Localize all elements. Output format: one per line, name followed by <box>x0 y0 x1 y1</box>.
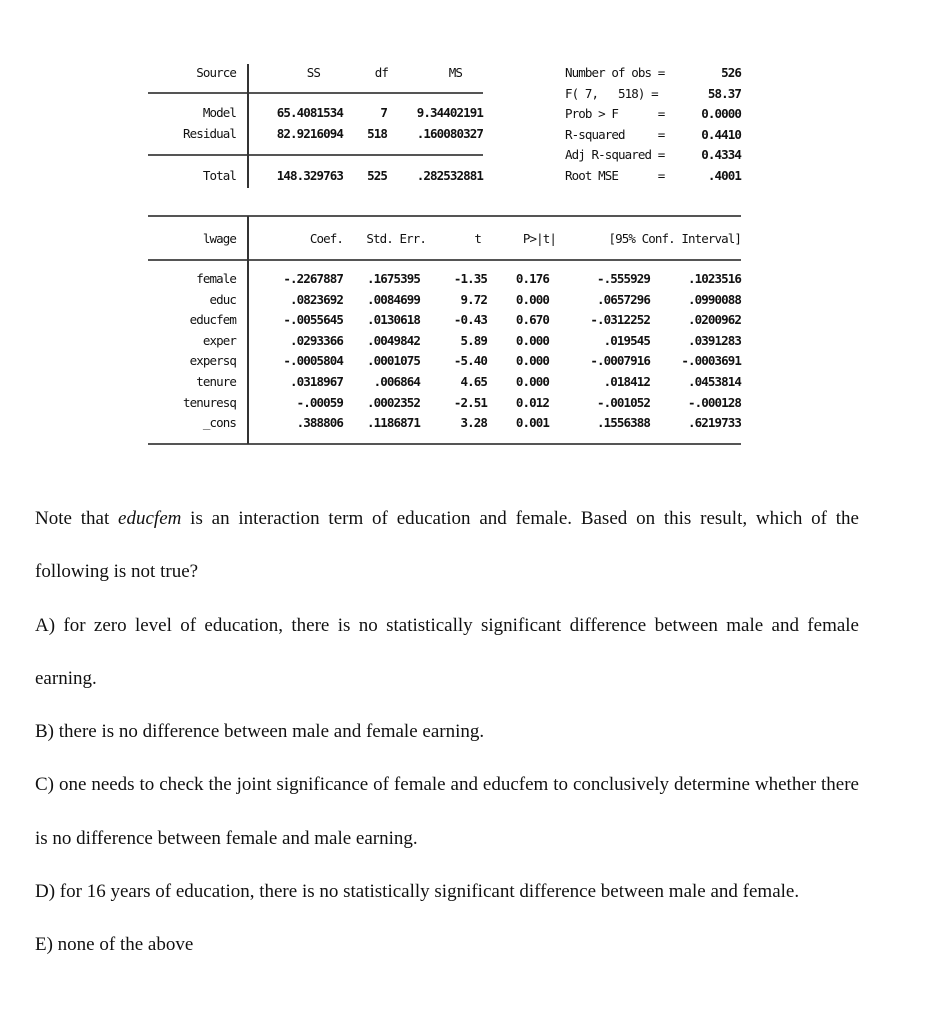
stat-label: F( 7, 518) = <box>565 85 658 101</box>
option-b: B) there is no difference between male and female earning. <box>35 721 485 743</box>
option-d: D) for 16 years of education, there is no statistically significant difference between male and female. <box>35 881 800 903</box>
coef-cell: .0293366 <box>289 332 343 348</box>
coef-header: Std. Err. <box>366 231 426 246</box>
anova-header: SS <box>306 65 320 80</box>
variable-name: _cons <box>202 415 236 431</box>
coef-cell: -0.43 <box>453 312 487 328</box>
coef-cell: .388806 <box>296 415 343 431</box>
coef-header: [95% Conf. Interval] <box>608 231 741 246</box>
stat-label: Adj R-squared = <box>565 147 665 163</box>
coef-cell: .0657296 <box>596 291 650 307</box>
note-pre: Note that <box>35 508 119 529</box>
stat-value: 58.37 <box>707 85 741 101</box>
column-divider <box>247 64 249 188</box>
note-variable: educfem <box>118 508 182 529</box>
coef-cell: 0.000 <box>515 374 549 389</box>
coef-cell: 0.012 <box>515 394 549 410</box>
row-label: Total <box>202 168 236 183</box>
variable-name: exper <box>202 332 236 348</box>
stat-label: Number of obs = <box>565 65 665 80</box>
stat-value: 526 <box>721 65 741 80</box>
coef-cell: 0.000 <box>515 291 549 307</box>
coef-cell: 0.001 <box>515 415 549 431</box>
anova-header: MS <box>448 65 462 80</box>
anova-cell: .160080327 <box>416 126 483 141</box>
anova-cell: 148.329763 <box>276 168 343 183</box>
coef-cell: .0318967 <box>289 374 343 389</box>
variable-name: tenure <box>196 374 236 389</box>
coef-cell: .0002352 <box>366 394 420 410</box>
stat-value: .4001 <box>707 168 741 183</box>
coef-header: P>|t| <box>522 231 556 246</box>
coef-cell: .6219733 <box>687 415 741 431</box>
coef-cell: -.0055645 <box>283 312 343 328</box>
coef-cell: -.0312252 <box>590 312 650 328</box>
variable-name: tenuresq <box>182 394 236 410</box>
stat-value: 0.4334 <box>701 147 741 163</box>
option-c: C) one needs to check the joint significance of female and educfem to conclusively determine whether there is no difference between female and male earning. <box>35 774 859 849</box>
coef-cell: .0990088 <box>687 291 741 307</box>
coef-cell: .0453814 <box>687 374 741 389</box>
option-a: A) for zero level of education, there is no statistically significant difference between male and female earning. <box>35 614 859 689</box>
anova-cell: 82.9216094 <box>276 126 343 141</box>
coef-cell: -2.51 <box>453 394 487 410</box>
coef-cell: 9.72 <box>460 291 487 307</box>
coef-cell: .0001075 <box>366 353 420 369</box>
coef-cell: .1556388 <box>596 415 650 431</box>
coef-cell: -.000128 <box>687 394 741 410</box>
anova-cell: 525 <box>367 168 387 183</box>
coef-cell: .0391283 <box>687 332 741 348</box>
stat-label: Root MSE = <box>565 168 665 183</box>
anova-header: Source <box>196 65 236 80</box>
variable-name: educfem <box>189 312 236 328</box>
anova-cell: 7 <box>380 105 387 120</box>
anova-cell: 65.4081534 <box>276 105 343 120</box>
question-text <box>35 492 859 972</box>
coef-cell: -.2267887 <box>283 271 343 286</box>
variable-name: female <box>196 271 236 286</box>
coef-cell: 0.670 <box>515 312 549 328</box>
stat-value: 0.4410 <box>701 126 741 142</box>
coef-cell: .1186871 <box>366 415 420 431</box>
divider <box>148 259 741 261</box>
row-label: Model <box>202 105 236 120</box>
coef-cell: -1.35 <box>453 271 487 286</box>
coef-cell: -5.40 <box>453 353 487 369</box>
coef-cell: .0823692 <box>289 291 343 307</box>
divider <box>148 154 483 156</box>
option-e: E) none of the above <box>35 934 194 956</box>
stat-label: Prob > F = <box>565 106 665 122</box>
coef-header: Coef. <box>309 231 343 246</box>
divider <box>148 92 483 94</box>
column-divider <box>247 216 249 444</box>
coef-cell: -.0003691 <box>681 353 741 369</box>
coef-cell: .006864 <box>373 374 420 389</box>
coef-cell: -.0007916 <box>590 353 650 369</box>
note-post: is an interaction term of education and female. Based on this result, which of the following is not true? <box>35 508 859 583</box>
variable-name: expersq <box>189 353 236 369</box>
coef-cell: -.00059 <box>296 394 343 410</box>
question-note <box>35 492 859 599</box>
coef-cell: .019545 <box>603 332 650 348</box>
coef-header: lwage <box>202 231 236 246</box>
stat-label: R-squared = <box>565 126 665 142</box>
coef-cell: .0049842 <box>366 332 420 348</box>
coef-cell: -.001052 <box>596 394 650 410</box>
coef-cell: -.555929 <box>596 271 650 286</box>
anova-cell: 9.34402191 <box>416 105 483 120</box>
coef-cell: 0.000 <box>515 332 549 348</box>
coef-cell: .0084699 <box>366 291 420 307</box>
anova-cell: 518 <box>367 126 387 141</box>
divider <box>148 215 741 217</box>
coef-cell: .0130618 <box>366 312 420 328</box>
row-label: Residual <box>182 126 236 141</box>
coef-cell: .018412 <box>603 374 650 389</box>
coef-cell: .0200962 <box>687 312 741 328</box>
variable-name: educ <box>209 291 236 307</box>
anova-cell: .282532881 <box>416 168 483 183</box>
coef-cell: 4.65 <box>460 374 487 389</box>
anova-header: df <box>374 65 388 80</box>
coef-cell: 5.89 <box>460 332 487 348</box>
coef-cell: 3.28 <box>460 415 487 431</box>
divider <box>148 443 741 445</box>
coef-cell: 0.176 <box>515 271 549 286</box>
coef-cell: -.0005804 <box>283 353 343 369</box>
stat-value: 0.0000 <box>701 106 741 122</box>
coef-header: t <box>474 231 481 246</box>
coef-cell: .1023516 <box>687 271 741 286</box>
coef-cell: .1675395 <box>366 271 420 286</box>
coef-cell: 0.000 <box>515 353 549 369</box>
